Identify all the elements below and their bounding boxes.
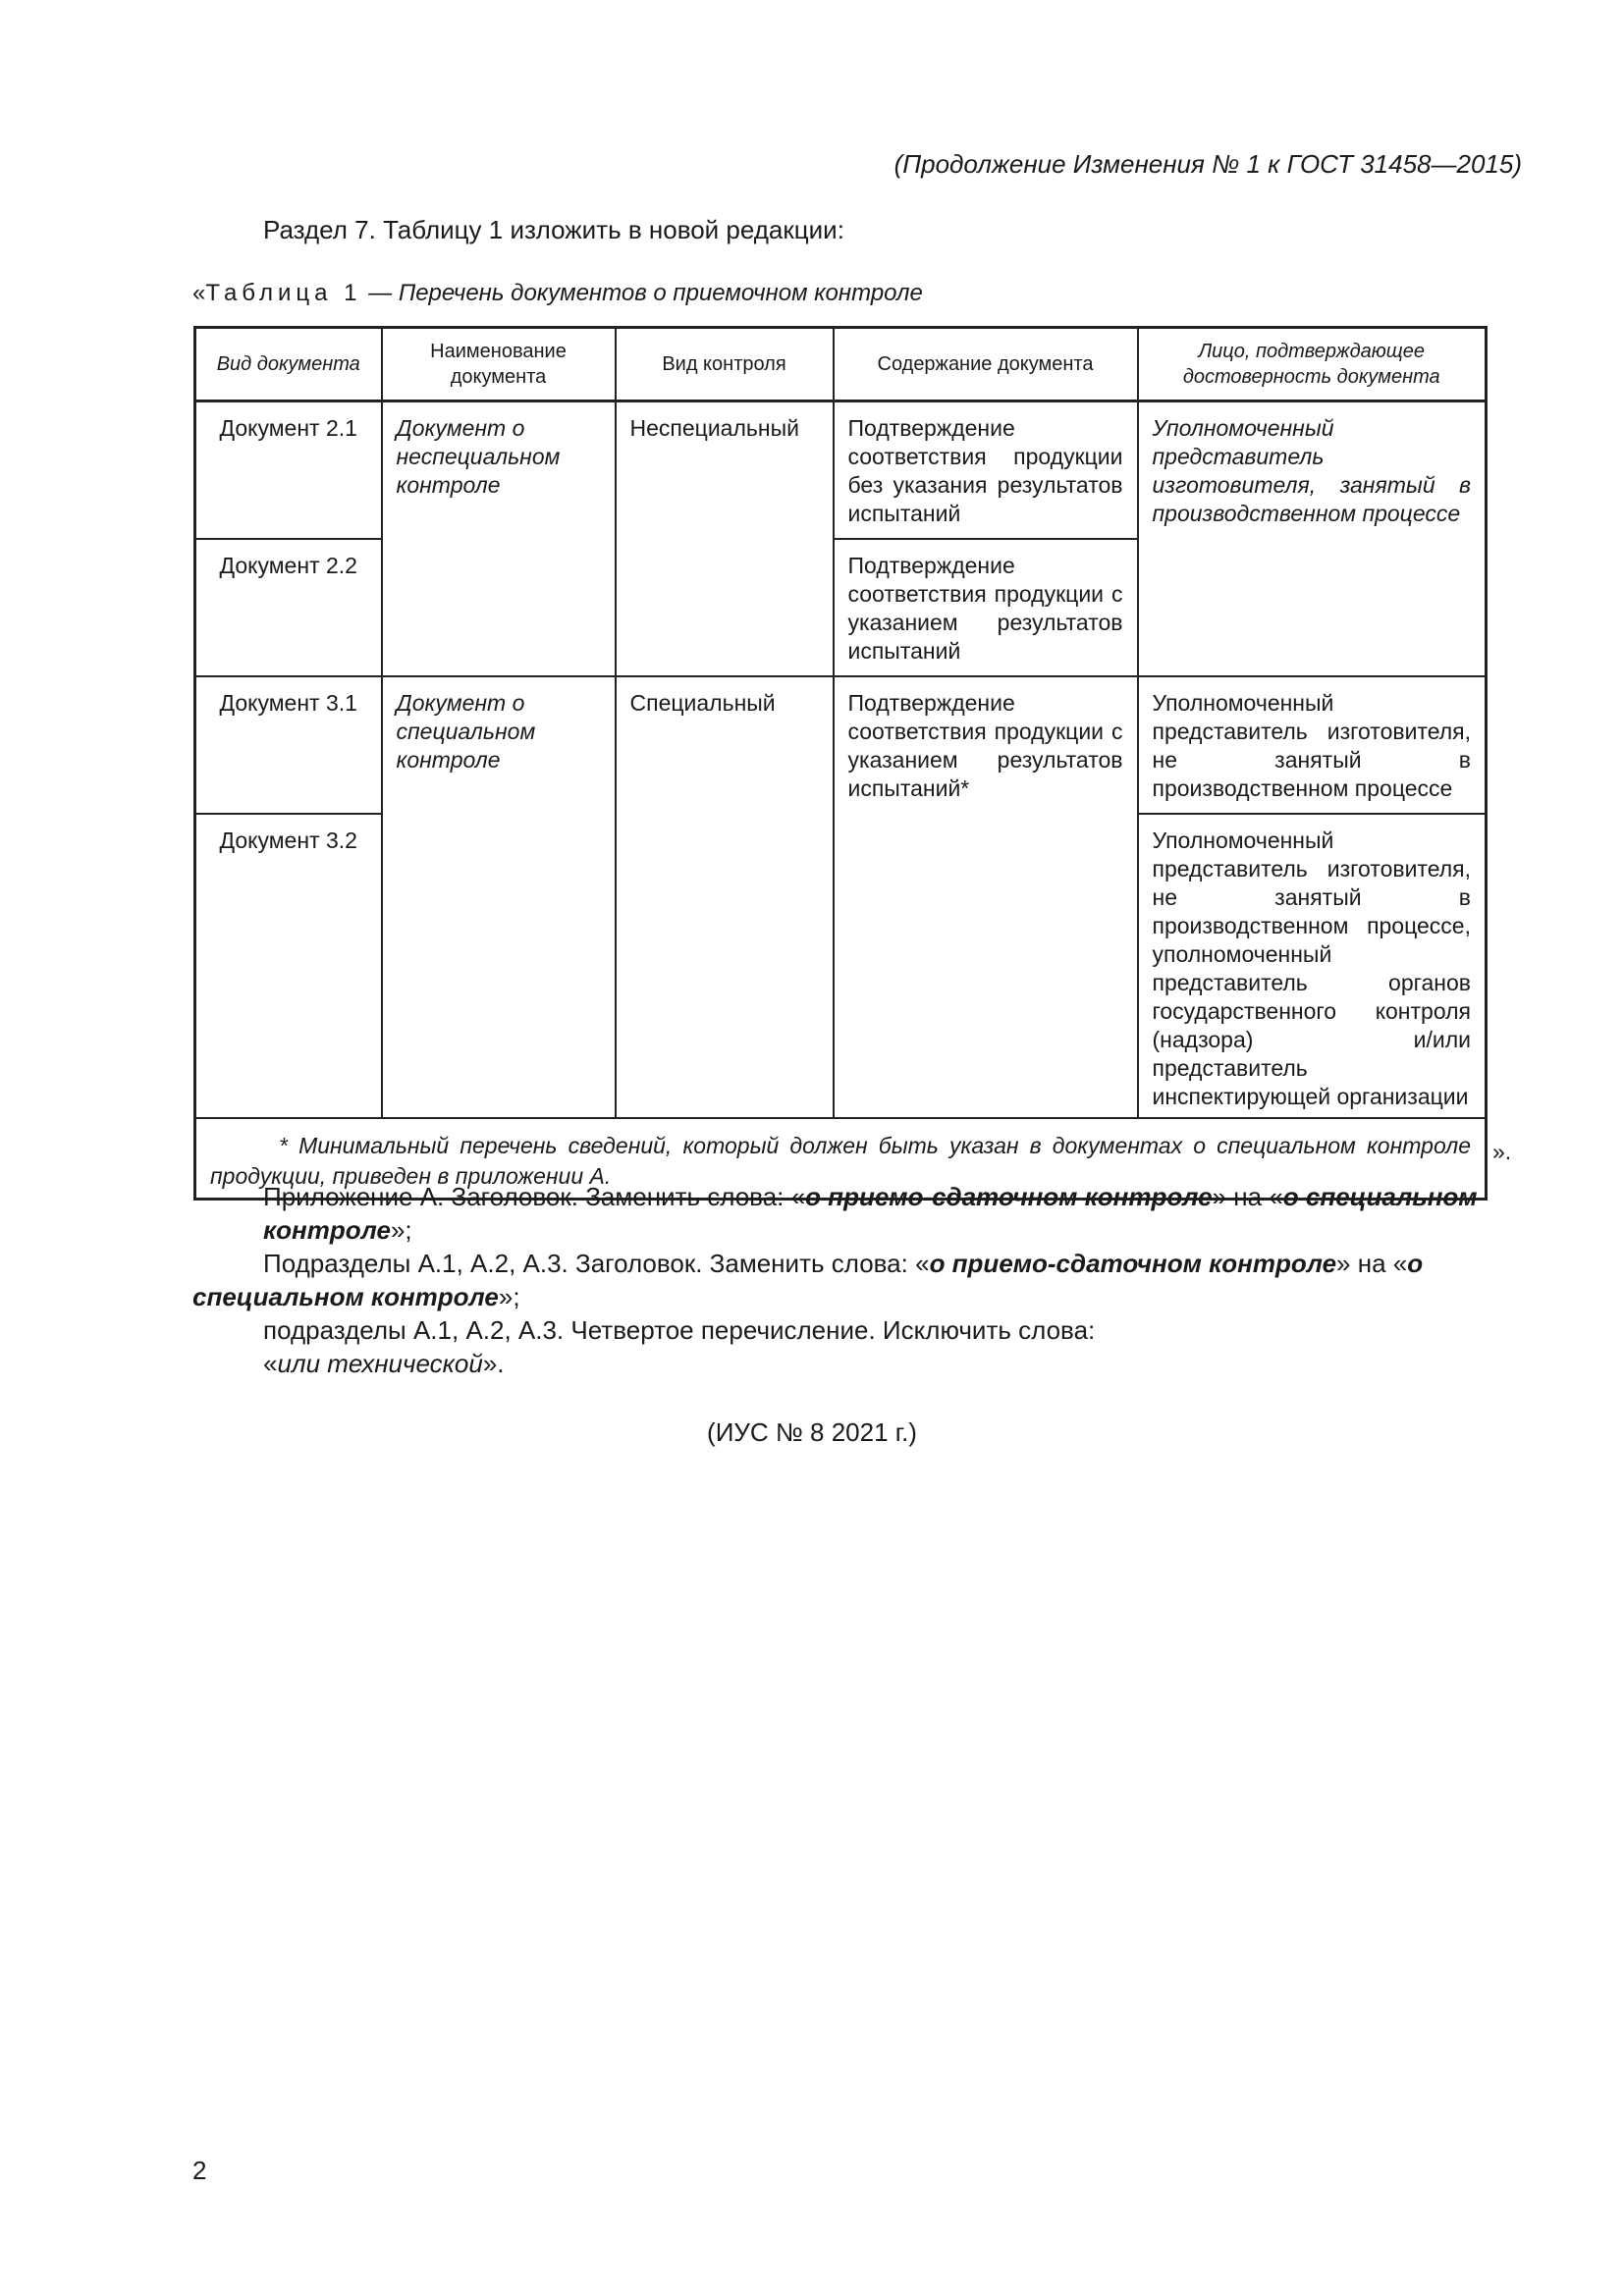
p4-words: или технической bbox=[277, 1349, 483, 1378]
table-row bbox=[195, 401, 1487, 540]
cell-type-special: Специальный bbox=[616, 676, 834, 1118]
caption-open-quote: « bbox=[192, 280, 206, 306]
p1-text-c: » на « bbox=[1212, 1182, 1283, 1211]
header-control-type: Вид контроля bbox=[616, 328, 834, 401]
paragraph-appendix bbox=[192, 1180, 1520, 1247]
p1-text-a: Приложение А. Заголовок. Заменить слова: « bbox=[263, 1182, 806, 1211]
p1-old-words: о приемо-сдаточном контроле bbox=[805, 1182, 1213, 1211]
cell-person-2: Уполномоченный представитель изготовителя, занятый в производственном процессе bbox=[1138, 401, 1487, 677]
p1-text-e: »; bbox=[390, 1215, 412, 1245]
header-doc-content: Содержание документа bbox=[834, 328, 1138, 401]
header-doc-kind: Вид документа bbox=[195, 328, 382, 401]
table-caption bbox=[192, 280, 923, 307]
cell-content-2-1: Подтверждение соответствия продукции без указания результатов испытаний bbox=[834, 401, 1138, 540]
cell-content-3: Подтверждение соответствия продукции с указанием результатов испытаний* bbox=[834, 676, 1138, 1118]
caption-label: Таблица 1 bbox=[205, 280, 362, 306]
cell-content-2-2: Подтверждение соответствия продукции с указанием результатов испытаний bbox=[834, 539, 1138, 676]
p3-text: подразделы А.1, А.2, А.3. Четвертое перечисление. Исключить слова: bbox=[263, 1315, 1096, 1345]
p2-text-e: »; bbox=[498, 1282, 520, 1311]
p2-new-words: о специальном контроле bbox=[192, 1249, 1424, 1311]
cell-person-3-2: Уполномоченный представитель изготовителя, не занятый в производственном процессе, уполномоченный представитель органов государственного контроля (надзора) и/или представитель инспектирующей организации bbox=[1138, 814, 1487, 1118]
table-row bbox=[195, 676, 1487, 814]
p1-new-words: о специальном контроле bbox=[263, 1182, 1478, 1245]
documents-table bbox=[193, 326, 1488, 1201]
cell-person-3-1: Уполномоченный представитель изготовителя, не занятый в производственном процессе bbox=[1138, 676, 1487, 814]
cell-doc-2-1: Документ 2.1 bbox=[195, 401, 382, 540]
p4-open-quote: « bbox=[263, 1349, 278, 1378]
footnote-text: * Минимальный перечень сведений, который должен быть указан в документах о специальном контроле продукции, приведен в приложении А. bbox=[210, 1133, 1471, 1189]
caption-title: — Перечень документов о приемочном контроле bbox=[361, 280, 923, 306]
p4-close-quote: ». bbox=[482, 1349, 505, 1378]
paragraph-subsections bbox=[192, 1247, 1520, 1313]
p2-old-words: о приемо-сдаточном контроле bbox=[929, 1249, 1337, 1278]
page-number: 2 bbox=[192, 2156, 207, 2185]
ius-reference: (ИУС № 8 2021 г.) bbox=[707, 1417, 917, 1447]
p2-text-a: Подразделы А.1, А.2, А.3. Заголовок. Заменить слова: « bbox=[263, 1249, 930, 1278]
cell-doc-2-2: Документ 2.2 bbox=[195, 539, 382, 676]
paragraph-excluded-words bbox=[192, 1347, 1520, 1380]
cell-doc-3-1: Документ 3.1 bbox=[195, 676, 382, 814]
cell-name-nonspecial: Документ о неспециальном контроле bbox=[382, 401, 616, 677]
header-doc-name: Наименование документа bbox=[382, 328, 616, 401]
paragraph-enumeration bbox=[192, 1313, 1520, 1347]
cell-doc-3-2: Документ 3.2 bbox=[195, 814, 382, 1118]
table-header-row bbox=[195, 328, 1487, 401]
table-close-quote: ». bbox=[1492, 1139, 1512, 1164]
section-line: Раздел 7. Таблицу 1 изложить в новой редакции: bbox=[263, 215, 844, 244]
cell-name-special: Документ о специальном контроле bbox=[382, 676, 616, 1118]
p2-text-c: » на « bbox=[1336, 1249, 1408, 1278]
cell-type-nonspecial: Неспециальный bbox=[616, 401, 834, 677]
header-confirming-person: Лицо, подтверждающее достоверность документа bbox=[1138, 328, 1487, 401]
header-note: (Продолжение Изменения № 1 к ГОСТ 31458—2015) bbox=[893, 149, 1522, 179]
